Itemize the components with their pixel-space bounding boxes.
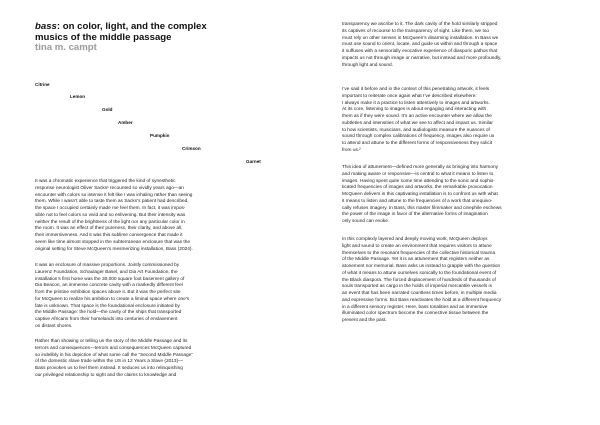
text-line: only sound can evoke. [342, 219, 390, 224]
text-line: original setting for Steve McQueen’s mesmerizing installation, Bass (2024). [35, 246, 193, 252]
text-line: terrors and consequences—terrors and consequences McQueen captured [35, 345, 192, 351]
text-line: McQueen delivers in this captivating installation is to confront us with what [342, 192, 498, 197]
text-line: impacts us not through image or narrative, but instead and more profoundly, [342, 55, 502, 61]
article-title [35, 22, 285, 43]
text-line: atonement nor memorial. Bass asks us instead to grapple with the question [342, 264, 501, 269]
text-line: the Black diaspora. The forced displacement of hundreds of thousands of [342, 277, 496, 283]
text-line: its captives of recourse to the transparency of sight. Like them, we too [342, 28, 490, 34]
text-line: souls transported as cargo in the holds of imperial mercantile vessels is [342, 284, 492, 290]
text-line: Dia Beacon, an immense concrete cavity with a markedly different feel [35, 283, 183, 289]
text-line: the room. It was an effect of their pureness, their clarity, and above all, [35, 226, 183, 232]
text-line: an event that has been narrated countless times before, in multiple media [342, 291, 497, 296]
text-line: it suffuses with a sensorially evocative experience of diasporic pathos that [342, 49, 498, 54]
text-line: their immersiveness. And it was this sublime convergence that made it [35, 233, 183, 238]
text-line: from us.² [342, 147, 361, 153]
text-line: neither the result of the brightness of the light nor any particular color in [35, 219, 185, 225]
right-paragraph-3 [342, 165, 592, 226]
text-line: seem like time almost stopped in the subterranean enclosure that was the [35, 239, 190, 245]
text-line: of what it means to attune ourselves sonically to the foundational event of [342, 270, 497, 276]
text-line: the Middle Passage: the hold—the cavity of the ships that transported [35, 310, 182, 316]
text-line: In this complexly layered and deeply moving work, McQueen deploys [342, 237, 488, 242]
color-word-amber: Amber [118, 120, 133, 125]
text-line: so indelibly in his depiction of what some call the “Second Middle Passage” [35, 352, 193, 358]
text-line: transparency we ascribe to it. The dark cavity of the hold similarly stripped [342, 22, 498, 27]
text-line: This idea of attunement—defined more generally as bringing into harmony [342, 165, 499, 170]
text-line: on distant shores. [35, 323, 73, 329]
title-line-1 [35, 21, 207, 32]
left-paragraph-3 [35, 339, 285, 380]
text-line: It was a chromatic experience that triggered the kind of synesthetic [35, 179, 176, 184]
text-line: light and sound to create an environment that requires visitors to attune [342, 243, 492, 249]
text-line: I’ve said it before and in the context of this penetrating artwork, it feels [342, 87, 490, 92]
text-line: response neurologist Oliver Sacks¹ recounted so vividly years ago—an [35, 185, 184, 191]
left-paragraph-1 [35, 179, 285, 253]
text-line: themselves to the resonant frequencies of the collective historical trauma [342, 250, 496, 256]
text-line: subtleties and intensities of what we see to affect and impact us. Similar [342, 120, 493, 126]
text-line: Rather than showing or telling us the story of the Middle Passage and its [35, 339, 188, 344]
text-line: of the Middle Passage. Yet it is an attunement that registers neither as [342, 257, 490, 263]
color-word-pumpkin: Pumpkin [150, 133, 170, 138]
text-line: of the domestic slave trade within the US in 12 Years a Slave (2013)— [35, 359, 183, 365]
text-line: images. Having spent quite some time attending to the sonic and sophis- [342, 178, 495, 184]
text-line: illuminated color spectrum become the connective tissue between the [342, 311, 489, 317]
title-line-2: musics of the middle passage [35, 31, 172, 43]
text-line: for McQueen to realize his ambition to create a liminal space where one’s [35, 296, 190, 302]
text-line: through light and sound. [342, 62, 393, 68]
right-paragraph-4 [342, 237, 592, 325]
text-line: Laurenz Foundation, Schaulager Basel, and Dia Art Foundation, the [35, 269, 178, 275]
title-italic-word: bass [35, 21, 57, 32]
text-line: It was an enclosure of massive proportions. Jointly commissioned by [35, 263, 180, 268]
text-line: cally refuses imagery. In Bass, this master filmmaker and cinephile eschews [342, 205, 502, 211]
text-line: the space I occupied certainly made me feel them. In fact, it was impos- [35, 206, 186, 211]
text-line: and expressive forms. But Bass reactivates the hold at a different frequency [342, 297, 502, 303]
text-line: our privileged relationship to sight and the claims to knowledge and [35, 372, 177, 378]
text-line: Bass provokes us to feel them instead. It seduces us into relinquishing [35, 366, 183, 371]
text-line: in a different sensory register. Here, bass tonalities and an immersive [342, 304, 488, 310]
right-paragraph-2 [342, 87, 592, 155]
title-rest: : on color, light, and the complex [56, 21, 207, 32]
right-paragraph-1 [342, 22, 592, 69]
text-line: it means to listen and attune to the frequencies of a work that unequivo- [342, 198, 493, 204]
right-page [300, 0, 600, 425]
text-line: present and the past. [342, 318, 387, 323]
text-line: sible not to feel colors so vivid and so enlivening. But their intensity was [35, 212, 186, 218]
text-line: I always make it a practice to listen attentively to images and artworks. [342, 100, 490, 106]
text-line: must use sound to orient, locate, and guide us within and through a space [342, 42, 498, 48]
text-line: important to reiterate once again what I’ve described elsewhere: [342, 93, 477, 99]
text-line: from the pristine exhibition spaces above it. But it was the perfect site [35, 290, 181, 295]
text-line: must rely on other senses in McQueen’s disarming installation. In Bass we [342, 35, 499, 41]
text-line: encounter with colors so intense it felt like I was inhaling rather than seeing [35, 192, 193, 198]
author-name: tina m. campt [35, 42, 97, 53]
color-word-citrine: Citrine [35, 82, 50, 87]
left-paragraph-2 [35, 263, 285, 331]
text-line: them. While I wasn’t able to taste them as Sacks’s patient had described, [35, 199, 189, 205]
text-line: installation’s first home was the 30,000 square foot basement gallery of [35, 276, 185, 282]
color-word-gold: Gold [102, 107, 113, 112]
text-line: them as if they were sound. It’s an active encounter where we allow the [342, 114, 492, 119]
text-line: sound through complex calibrations of frequency, images also require us [342, 134, 495, 140]
text-line: to how scientists, musicians, and audiologists measure the nuances of [342, 127, 490, 133]
text-line: At its core, listening to images is about engaging and interacting with [342, 107, 487, 113]
text-line: and making aware or responsive—is central to what it means to listen to [342, 171, 494, 177]
text-line: to attend and attune to the different forms of responsiveness they solicit [342, 141, 493, 146]
color-word-lemon: Lemon [70, 94, 86, 99]
text-line: the power of the image in favor of the alternative forms of imagination [342, 212, 488, 218]
text-line: ticated frequencies of images and artworks, the remarkable provocation [342, 185, 493, 191]
color-word-crimson: Crimson [182, 146, 201, 151]
color-word-garnet: Garnet [246, 159, 261, 164]
text-line: captive Africans from their homelands into centuries of enslavement [35, 317, 178, 322]
text-line: fate is unknown. That space is the foundational enclosure initiated by [35, 303, 180, 309]
